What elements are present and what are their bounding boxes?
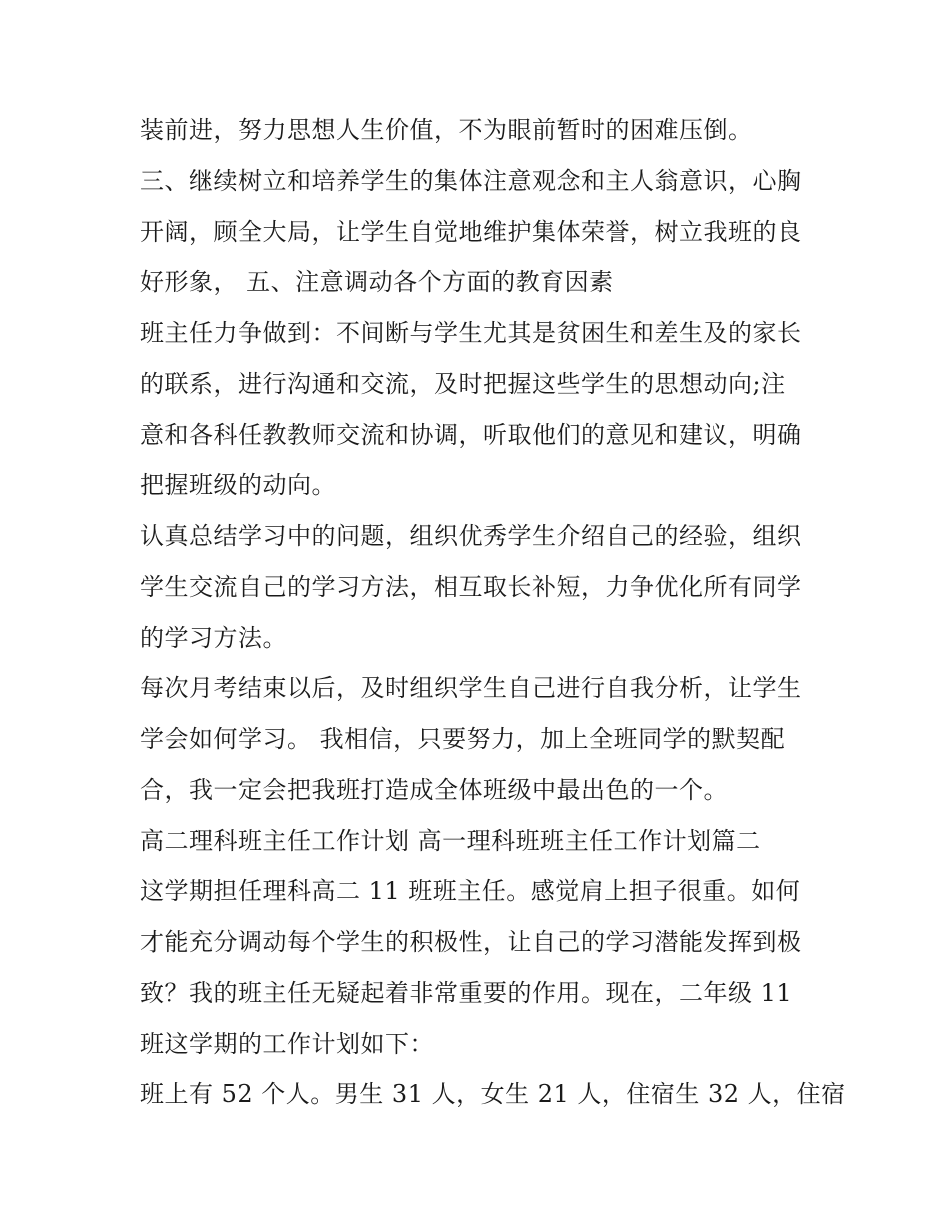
paragraph-line: 班主任力争做到：不间断与学生尤其是贫困生和差生及的家长 bbox=[140, 319, 802, 347]
paragraph-line: 的学习方法。 bbox=[140, 624, 287, 652]
paragraph-line: 学生交流自己的学习方法，相互取长补短，力争优化所有同学 bbox=[140, 573, 802, 601]
paragraph-line: 把握班级的动向。 bbox=[140, 471, 336, 499]
paragraph-line: 开阔，顾全大局，让学生自觉地维护集体荣誉，树立我班的良 bbox=[140, 218, 802, 246]
section-title-line: 高二理科班主任工作计划 高一理科班班主任工作计划篇二 bbox=[140, 827, 761, 855]
paragraph-line: 三、继续树立和培养学生的集体注意观念和主人翁意识，心胸 bbox=[140, 167, 802, 195]
paragraph-line: 才能充分调动每个学生的积极性，让自己的学习潜能发挥到极 bbox=[140, 928, 802, 956]
paragraph-line: 这学期担任理科高二 11 班班主任。感觉肩上担子很重。如何 bbox=[140, 877, 801, 905]
paragraph-line: 的联系，进行沟通和交流，及时把握这些学生的思想动向;注 bbox=[140, 370, 786, 398]
paragraph-line: 每次月考结束以后，及时组织学生自己进行自我分析，让学生 bbox=[140, 674, 802, 702]
paragraph-line: 致？我的班主任无疑起着非常重要的作用。现在，二年级 11 bbox=[140, 979, 793, 1007]
paragraph-line: 装前进，努力思想人生价值，不为眼前暂时的困难压倒。 bbox=[140, 116, 753, 144]
paragraph-line: 意和各科任教教师交流和协调，听取他们的意见和建议，明确 bbox=[140, 421, 802, 449]
paragraph-line: 好形象， 五、注意调动各个方面的教育因素 bbox=[140, 268, 614, 296]
paragraph-line: 班上有 52 个人。男生 31 人，女生 21 人，住宿生 32 人，住宿 bbox=[140, 1080, 846, 1108]
paragraph-line: 合，我一定会把我班打造成全体班级中最出色的一个。 bbox=[140, 776, 728, 804]
paragraph-line: 班这学期的工作计划如下： bbox=[140, 1030, 434, 1058]
paragraph-line: 认真总结学习中的问题，组织优秀学生介绍自己的经验，组织 bbox=[140, 522, 802, 550]
paragraph-line: 学会如何学习。 我相信，只要努力，加上全班同学的默契配 bbox=[140, 725, 786, 753]
